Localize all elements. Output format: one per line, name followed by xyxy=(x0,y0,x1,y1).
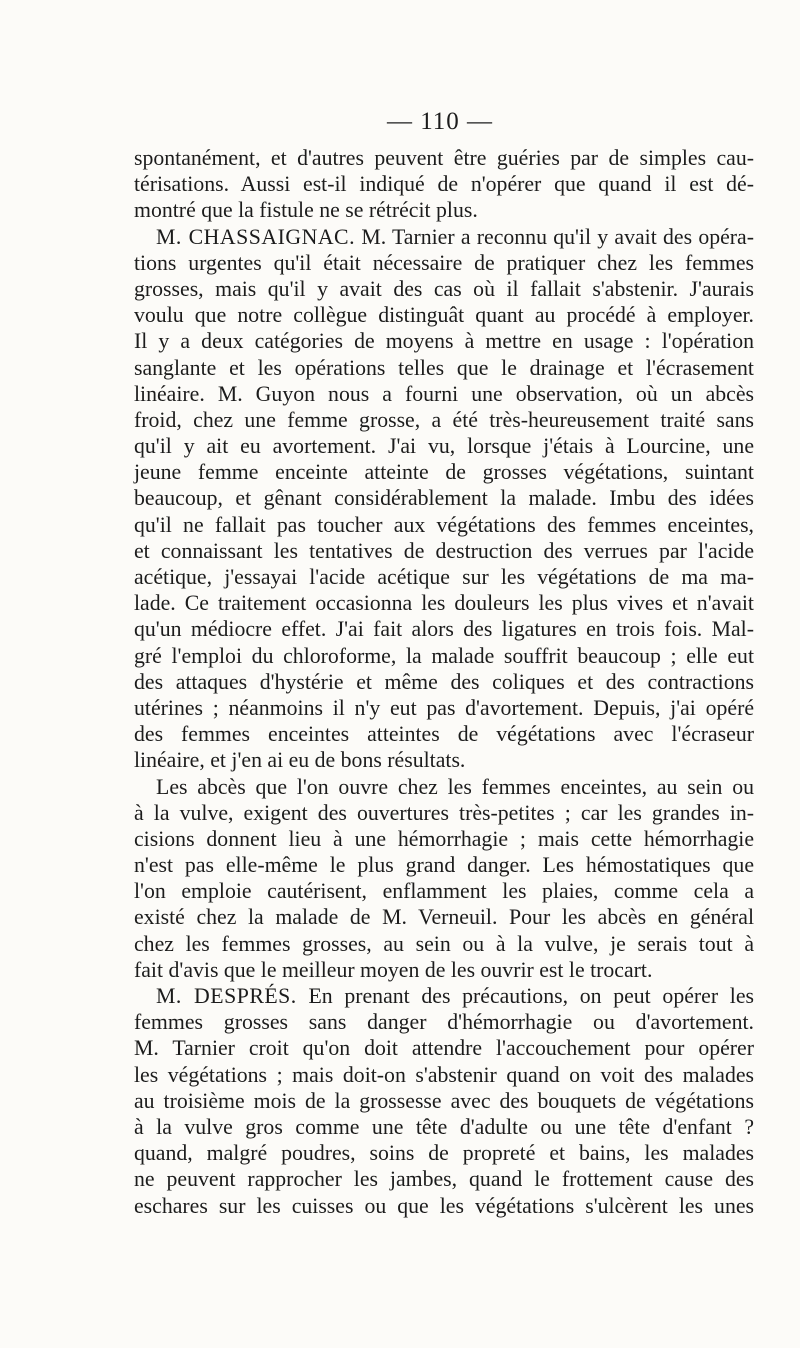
text-line: à la vulve gros comme une tête d'adulte ou une tête d'enfant ? xyxy=(134,1114,754,1139)
text-line: Il y a deux catégories de moyens à mettre en usage : l'opération xyxy=(134,329,754,354)
text-line: qu'un médiocre effet. J'ai fait alors des ligatures en trois fois. Mal- xyxy=(134,617,754,642)
text-line: quand, malgré poudres, soins de propreté et bains, les malades xyxy=(134,1141,754,1166)
text-line: chez les femmes grosses, au sein ou à la vulve, je serais tout à xyxy=(134,931,754,956)
text-line: linéaire, et j'en ai eu de bons résultats. xyxy=(134,748,466,773)
text-line: les végétations ; mais doit-on s'abstenir quand on voit des malades xyxy=(134,1062,754,1087)
text-line: voulu que notre collègue distinguât quant au procédé à employer. xyxy=(134,303,754,328)
text-line xyxy=(134,983,754,1009)
text-line: eschares sur les cuisses ou que les végétations s'ulcèrent les unes xyxy=(134,1193,754,1218)
text-line: Les abcès que l'on ouvre chez les femmes enceintes, au sein ou xyxy=(156,774,754,799)
text-line: linéaire. M. Guyon nous a fourni une observation, où un abcès xyxy=(134,381,754,406)
text-line: térisations. Aussi est-il indiqué de n'opérer que quand il est dé- xyxy=(134,172,754,197)
text-line: lade. Ce traitement occasionna les douleurs les plus vives et n'avait xyxy=(134,591,754,616)
text-line: existé chez la malade de M. Verneuil. Pour les abcès en général xyxy=(134,905,754,930)
text-line: jeune femme enceinte atteinte de grosses végétations, suintant xyxy=(134,460,754,485)
text-line: des femmes enceintes atteintes de végétations avec l'écraseur xyxy=(134,722,754,747)
text-line: acétique, j'essayai l'acide acétique sur les végétations de ma ma- xyxy=(134,565,754,589)
text-fragment: M. Tarnier a reconnu qu'il y avait des opéra- xyxy=(361,224,754,249)
text-line: ne peuvent rapprocher les jambes, quand le frottement cause des xyxy=(134,1167,754,1192)
paragraph-chassaignac xyxy=(134,224,754,774)
paragraph-continuation xyxy=(134,145,754,224)
text-line: des attaques d'hystérie et même des coliques et des contractions xyxy=(134,669,754,694)
text-line: l'on emploie cautérisent, enflamment les plaies, comme cela a xyxy=(134,879,754,904)
text-line: qu'il y ait eu avortement. J'ai vu, lorsque j'étais à Lourcine, une xyxy=(134,434,754,459)
text-line xyxy=(134,224,754,250)
text-line: fait d'avis que le meilleur moyen de les ouvrir est le trocart. xyxy=(134,957,653,982)
text-line: montré que la fistule ne se rétrécit plus. xyxy=(134,198,478,223)
paragraph-abces xyxy=(134,774,754,984)
speaker-name: M. CHASSAIGNAC. xyxy=(156,224,356,249)
text-line: à la vulve, exigent des ouvertures très-petites ; car les grandes in- xyxy=(134,800,754,825)
text-line: cisions donnent lieu à une hémorrhagie ; mais cette hémorrhagie xyxy=(134,826,754,851)
page-number: — 110 — xyxy=(386,108,494,135)
text-line: n'est pas elle-même le plus grand danger. Les hémostatiques que xyxy=(134,853,754,878)
text-line: beaucoup, et gênant considérablement la malade. Imbu des idées xyxy=(134,486,754,511)
text-line: qu'il ne fallait pas toucher aux végétations des femmes enceintes, xyxy=(134,512,754,537)
text-line: grosses, mais qu'il y avait des cas où il fallait s'abstenir. J'aurais xyxy=(134,276,754,301)
text-fragment: En prenant des précautions, on peut opérer les xyxy=(308,984,754,1008)
paragraph-despres xyxy=(134,983,754,1219)
text-line: femmes grosses sans danger d'hémorrhagie ou d'avortement. xyxy=(134,1010,754,1035)
text-line: sanglante et les opérations telles que le drainage et l'écrasement xyxy=(134,355,754,380)
speaker-name: M. DESPRÉS. xyxy=(156,984,297,1008)
text-line: utérines ; néanmoins il n'y eut pas d'avortement. Depuis, j'ai opéré xyxy=(134,695,754,720)
text-line: tions urgentes qu'il était nécessaire de pratiquer chez les femmes xyxy=(134,250,754,275)
text-line: gré l'emploi du chloroforme, la malade souffrit beaucoup ; elle eut xyxy=(134,643,754,668)
text-line: M. Tarnier croit qu'on doit attendre l'accouchement pour opérer xyxy=(134,1036,754,1061)
text-line: et connaissant les tentatives de destruction des verrues par l'acide xyxy=(134,538,754,563)
body-text xyxy=(134,145,754,1219)
text-line: froid, chez une femme grosse, a été très-heureusement traité sans xyxy=(134,407,754,432)
text-line: spontanément, et d'autres peuvent être guéries par de simples cau- xyxy=(134,146,754,170)
text-line: au troisième mois de la grossesse avec des bouquets de végétations xyxy=(134,1088,754,1113)
